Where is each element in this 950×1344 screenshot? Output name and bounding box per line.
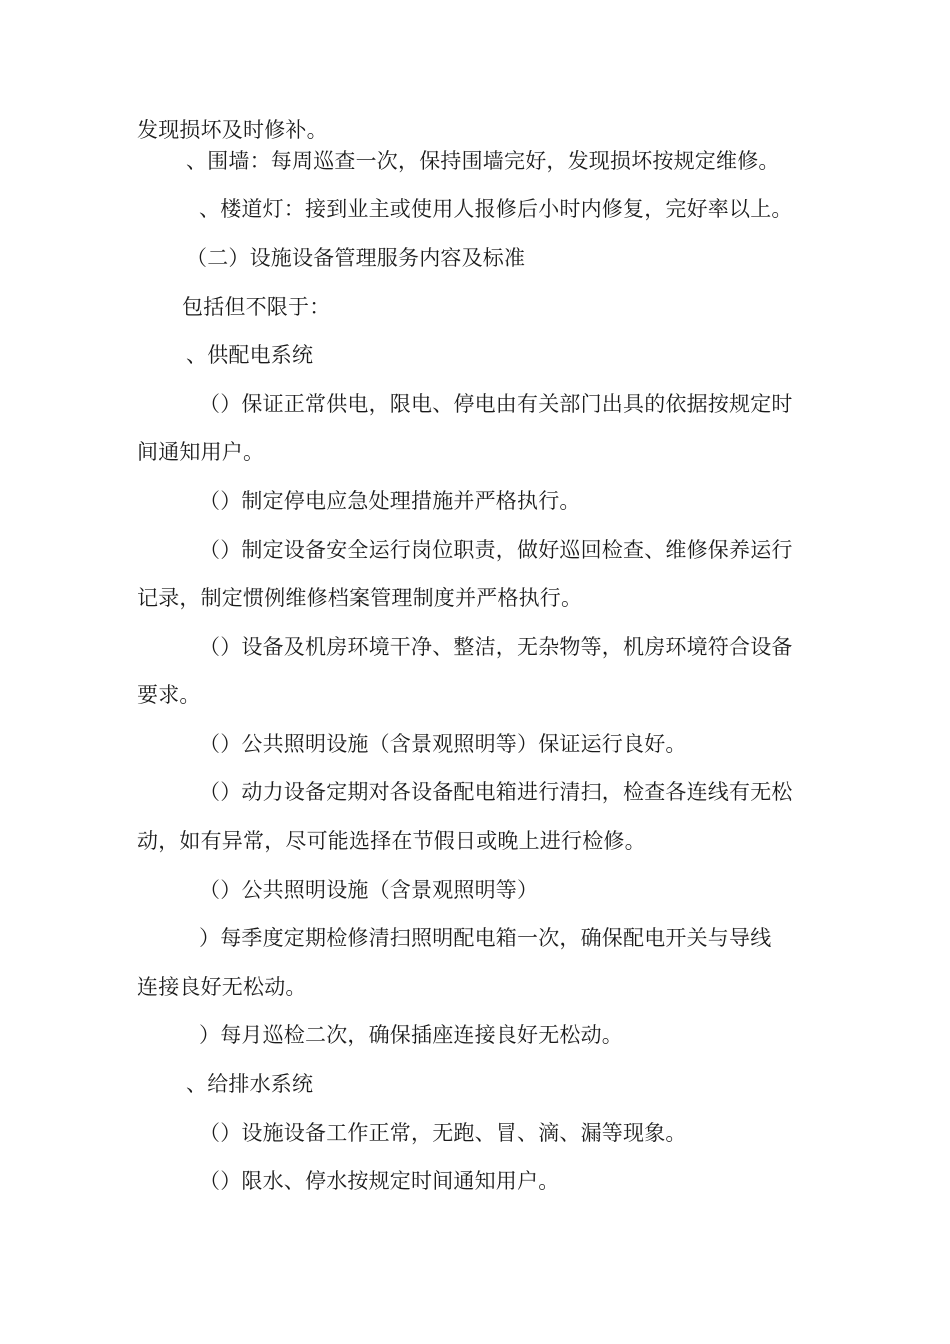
text-line: （）设施设备工作正常，无跑、冒、滴、漏等现象。 [199,1121,687,1145]
text-line: （）设备及机房环境干净、整洁，无杂物等，机房环境符合设备 [199,635,793,659]
subsection-heading: 、供配电系统 [186,343,314,367]
text-line: 连接良好无松动。 [137,975,307,999]
text-line: ）每季度定期检修清扫照明配电箱一次，确保配电开关与导线 [199,926,772,950]
text-line: 动，如有异常，尽可能选择在节假日或晚上进行检修。 [137,829,646,853]
text-line: ）每月巡检二次，确保插座连接良好无松动。 [199,1023,623,1047]
text-line: 包括但不限于： [182,295,331,319]
text-line: 要求。 [137,683,201,707]
subsection-heading: 、给排水系统 [186,1072,314,1096]
text-line: 间通知用户。 [137,440,265,464]
text-line: （）制定设备安全运行岗位职责，做好巡回检查、维修保养运行 [199,538,793,562]
text-line: 发现损坏及时修补。 [137,118,328,142]
text-line: （）动力设备定期对各设备配电箱进行清扫，检查各连线有无松 [199,780,793,804]
text-line: （）限水、停水按规定时间通知用户。 [199,1169,560,1193]
text-line: 记录，制定惯例维修档案管理制度并严格执行。 [137,586,583,610]
section-heading: （二）设施设备管理服务内容及标准 [186,246,526,270]
text-line: （）公共照明设施（含景观照明等） [199,878,539,902]
text-line: 、围墙：每周巡查一次，保持围墙完好，发现损坏按规定维修。 [186,149,780,173]
text-line: （）制定停电应急处理措施并严格执行。 [199,489,581,513]
text-line: 、楼道灯：接到业主或使用人报修后小时内修复，完好率以上。 [199,197,793,221]
text-line: （）公共照明设施（含景观照明等）保证运行良好。 [199,732,687,756]
text-line: （）保证正常供电，限电、停电由有关部门出具的依据按规定时 [199,392,793,416]
